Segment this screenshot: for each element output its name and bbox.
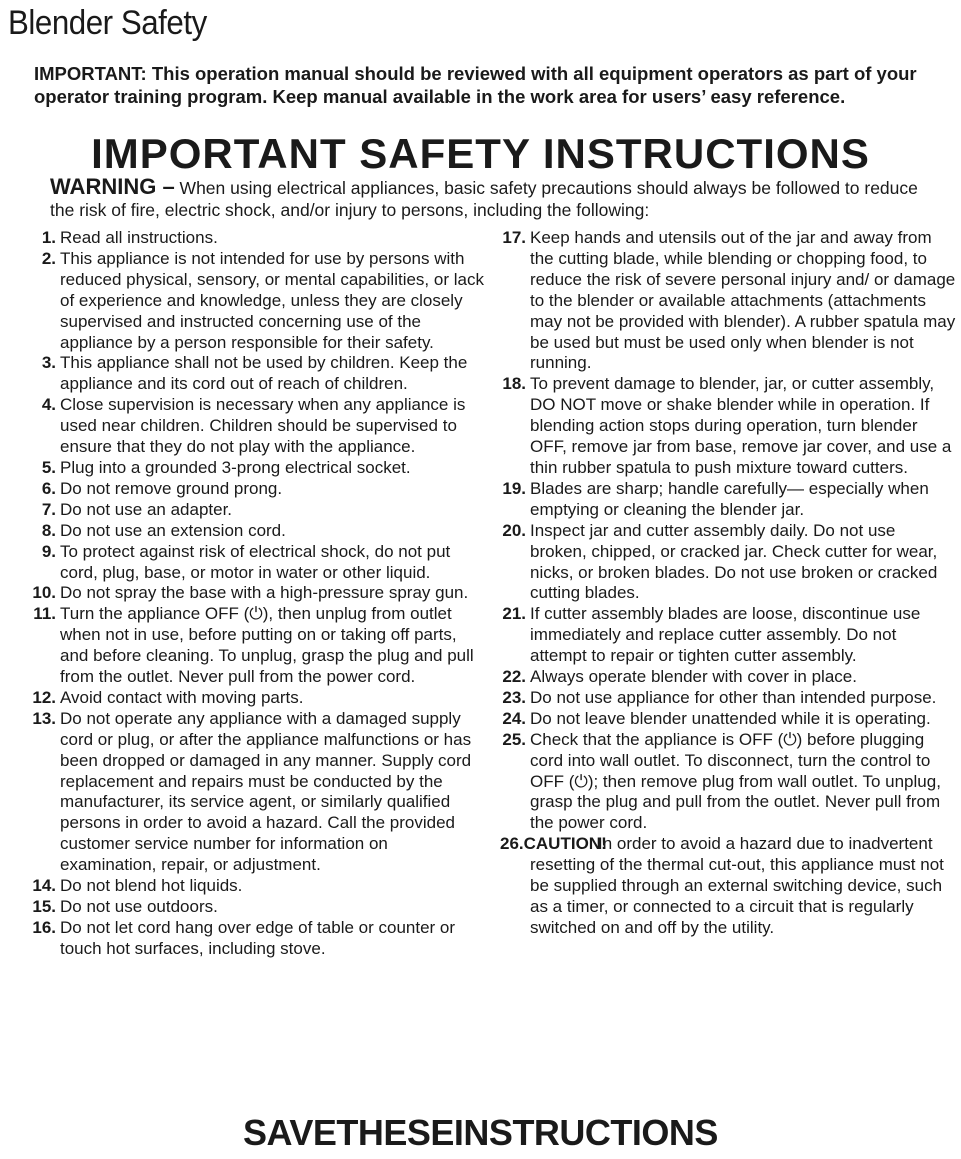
item-text: Do not spray the base with a high-pressure spray gun. — [60, 583, 469, 603]
instruction-item — [30, 604, 485, 688]
item-number: 13. — [32, 708, 56, 728]
item-number: 1. — [41, 228, 56, 247]
instruction-item — [30, 918, 485, 960]
item-text: Turn the appliance OFF (⏻), then unplug from outlet when not in use, before putting on or taking off parts, and before cleaning. To unplug, grasp the plug and pull from the outlet. Never pull from the power cord. — [60, 604, 474, 687]
item-text: Read all instructions. — [60, 228, 218, 247]
item-number: 16. — [32, 917, 56, 937]
instruction-item — [30, 583, 485, 604]
instruction-item — [500, 479, 956, 521]
item-text: Do not use appliance for other than intended purpose. — [530, 687, 937, 707]
instruction-item — [30, 709, 485, 876]
item-number: 2. — [41, 248, 56, 268]
page-title: Blender Safety — [8, 4, 207, 42]
item-text: Keep hands and utensils out of the jar and away from the cutting blade, while blending or chopping food, to reduce the risk of severe personal injury and/ or damage to the blender or available attachments (attachments may not be provided with blender). A rubber spatula may be used but must be used only when blender is not running. — [530, 228, 956, 373]
item-number: 10. — [32, 583, 56, 603]
item-text: Check that the appliance is OFF (⏻) before plugging cord into wall outlet. To disconnect, turn the control to OFF (⏻); then remove plug from wall outlet. To unplug, grasp the plug and pull from the outlet. Never pull from the power cord. — [530, 729, 941, 833]
item-number: 19. — [502, 478, 526, 498]
item-number: 6. — [41, 478, 56, 498]
item-text: Inspect jar and cutter assembly daily. Do not use broken, chipped, or cracked jar. Check cutter for wear, nicks, or broken blades. Do not use broken or cracked cutting blades. — [530, 520, 938, 603]
item-text: This appliance shall not be used by children. Keep the appliance and its cord out of reach of children. — [60, 353, 468, 394]
instruction-item — [30, 688, 485, 709]
item-text: Do not use an extension cord. — [60, 520, 286, 540]
item-number: 12. — [32, 687, 56, 707]
item-number: 7. — [41, 499, 56, 519]
instruction-item — [500, 228, 956, 374]
item-number: 8. — [41, 520, 56, 540]
item-text: Avoid contact with moving parts. — [60, 687, 304, 707]
item-number: 21. — [502, 604, 526, 624]
item-number: 3. — [41, 353, 56, 373]
item-text: Do not use an adapter. — [60, 499, 233, 519]
caution-label: 26.CAUTION! — [500, 834, 607, 854]
instruction-item — [30, 876, 485, 897]
caution-text: In order to avoid a hazard due to inadvertent resetting of the thermal cut-out, this appliance must not be supplied through an external switching device, such as a timer, or connected to a circuit that is regularly switched on and off by the utility. — [530, 834, 944, 937]
main-heading: IMPORTANT SAFETY INSTRUCTIONS — [91, 130, 870, 177]
warning-paragraph — [50, 176, 940, 221]
item-text: If cutter assembly blades are loose, discontinue use immediately and replace cutter assembly. Do not attempt to repair or tighten cutter assembly. — [530, 604, 921, 666]
item-text: To protect against risk of electrical shock, do not put cord, plug, base, or motor in water or other liquid. — [60, 541, 451, 582]
warning-text: When using electrical appliances, basic safety precautions should always be followed to reduce the risk of fire, electric shock, and/or injury to persons, including the following: — [50, 178, 918, 220]
instruction-item — [30, 542, 485, 584]
instruction-item — [30, 249, 485, 354]
item-text: Blades are sharp; handle carefully— especially when emptying or cleaning the blender jar. — [530, 478, 929, 519]
instruction-item — [500, 709, 956, 730]
item-number: 23. — [502, 687, 526, 707]
instruction-item — [30, 479, 485, 500]
instruction-item — [30, 458, 485, 479]
item-number: 11. — [33, 604, 56, 624]
item-number: 25. — [502, 729, 526, 749]
instruction-item — [30, 521, 485, 542]
instruction-item — [30, 500, 485, 521]
instruction-item — [500, 374, 956, 479]
item-text: Do not operate any appliance with a damaged supply cord or plug, or after the appliance malfunctions or has been dropped or damaged in any manner. Supply cord replacement and repairs must be conducted by the manufacturer, its service agent, or similarly qualified persons in order to avoid a hazard. Call the provided customer service number for information on examination, repair, or adjustment. — [60, 708, 472, 875]
item-number: 22. — [502, 667, 526, 687]
item-text: Do not leave blender unattended while it is operating. — [530, 708, 931, 728]
instruction-item — [30, 395, 485, 458]
item-number: 5. — [41, 457, 56, 477]
item-number: 15. — [32, 897, 56, 916]
item-text: Do not remove ground prong. — [60, 478, 283, 498]
instruction-item — [500, 730, 956, 835]
item-text: Plug into a grounded 3-prong electrical socket. — [60, 457, 411, 477]
item-text: Do not let cord hang over edge of table or counter or touch hot surfaces, including stove. — [60, 917, 456, 958]
item-number: 24. — [502, 708, 526, 728]
footer-heading: SAVETHESEINSTRUCTIONS — [243, 1112, 718, 1153]
item-text: This appliance is not intended for use by persons with reduced physical, sensory, or mental capabilities, or lack of experience and knowledge, unless they are closely supervised and instructed concerning use of the appliance by a person responsible for their safety. — [60, 248, 484, 352]
item-text: Close supervision is necessary when any appliance is used near children. Children should be supervised to ensure that they do not play with the appliance. — [60, 395, 466, 457]
instructions-left-column — [30, 228, 485, 960]
item-number: 14. — [32, 876, 56, 896]
item-number: 18. — [502, 374, 526, 394]
item-text: Always operate blender with cover in place. — [530, 667, 857, 687]
instruction-item — [30, 897, 485, 918]
instructions-right-column — [500, 228, 956, 939]
item-number: 17. — [502, 228, 526, 247]
caution-item — [500, 834, 956, 939]
item-number: 4. — [41, 395, 56, 415]
instruction-item — [500, 521, 956, 605]
instruction-item — [500, 604, 956, 667]
item-number: 20. — [502, 520, 526, 540]
item-number: 9. — [41, 541, 56, 561]
instruction-item — [30, 228, 485, 249]
instruction-item — [30, 353, 485, 395]
item-text: Do not blend hot liquids. — [60, 876, 243, 896]
item-text: To prevent damage to blender, jar, or cutter assembly, DO NOT move or shake blender while in operation. If blending action stops during operation, turn blender OFF, remove jar from base, remove jar cover, and use a thin rubber spatula to push mixture toward cutters. — [530, 374, 952, 477]
warning-label: WARNING – — [50, 174, 175, 199]
important-note: IMPORTANT: This operation manual should be reviewed with all equipment operators as part of your operator training program. Keep manual available in the work area for users’ easy reference. — [34, 63, 917, 107]
instruction-item — [500, 667, 956, 688]
instruction-item — [500, 688, 956, 709]
item-text: Do not use outdoors. — [60, 897, 218, 916]
